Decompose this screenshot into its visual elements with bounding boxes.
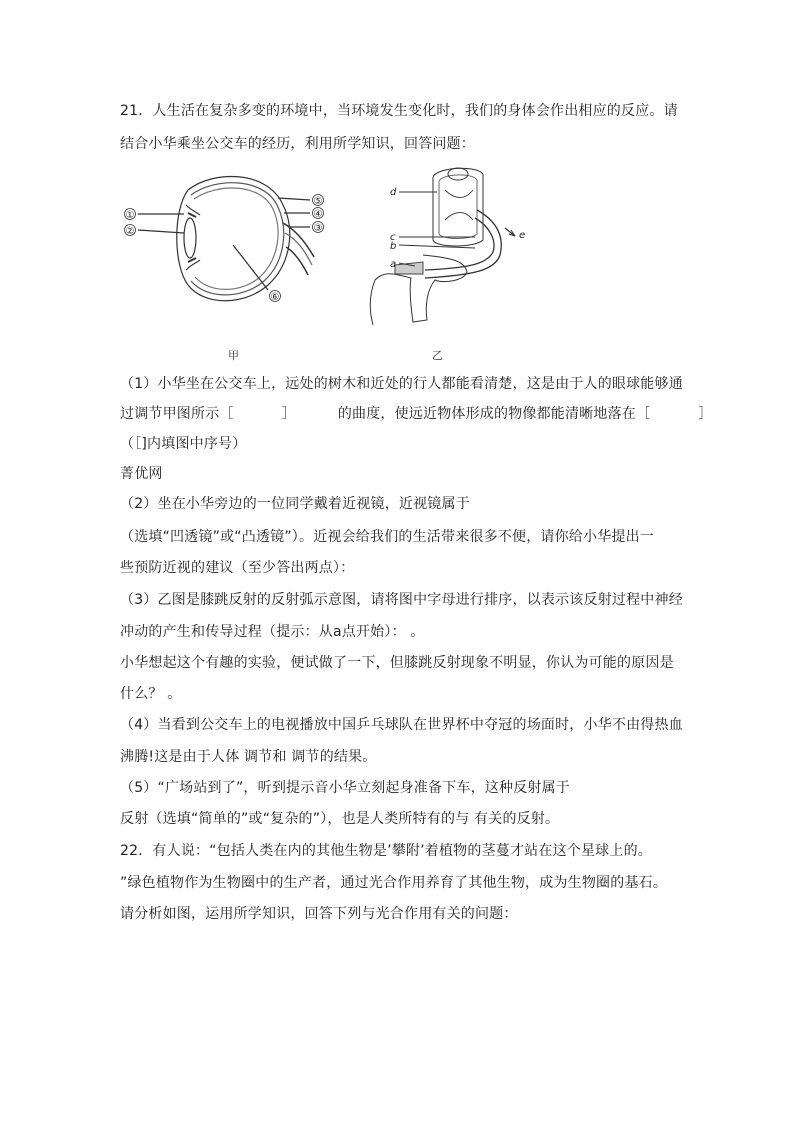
eye-diagram-svg [118,165,343,320]
q22-line2: ”绿色植物作为生物圈中的生产者，通过光合作用养育了其他生物，成为生物圈的基石。 [120,875,668,891]
q21-p2-line3: 些预防近视的建议（至少答出两点）： [120,560,355,576]
q21-p3-line3: 小华想起这个有趣的实验，便试做了一下，但膝跳反射现象不明显，你认为可能的原因是 [120,655,674,671]
eye-label-3: ③ [313,223,323,234]
q21-p1-text-c: 的曲度，使远近物体形成的物像都能清晰地落在［ [337,406,651,422]
q22-line1: 22．有人说：“包括人类在内的其他生物是’攀附’着植物的茎蔓才站在这个星球上的。 [120,843,652,859]
arc-label-d: d [390,187,397,198]
q21-intro-line2: 结合小华乘坐公交车的经历，利用所学知识，回答问题： [120,136,475,152]
q21-p1-line2 [120,404,712,424]
arc-label-e: e [519,230,526,241]
cornea [177,190,188,285]
q21-p1-text-a: 过调节甲图所示［ [120,406,234,422]
eye-label-5: ⑤ [313,196,323,207]
reflex-arc-diagram [365,160,540,330]
q21-p1-text-d: ］ [698,406,713,422]
q21-p3-line1: （3）乙图是膝跳反射的反射弧示意图，请将图中字母进行排序，以表示该反射过程中神经 [120,592,683,608]
arc-label-c: c [390,232,396,243]
q21-p4-line1: （4）当看到公交车上的电视播放中国乒乓球队在世界杯中夺冠的场面时，小华不由得热血 [120,717,683,733]
arc-label-b: b [390,241,397,252]
caption-yi: 乙 [432,349,443,362]
q21-p1-text-b: ］ [281,406,296,422]
caption-jia: 甲 [228,349,239,362]
q21-p3-line4: 什么？ 。 [120,686,182,702]
lens [184,218,196,258]
eye-label-1: ① [125,210,135,221]
q21-p4-line2: 沸腾!这是由于人体 调节和 调节的结果。 [120,749,377,765]
q21-p2-line1: （2）坐在小华旁边的一位同学戴着近视镜，近视镜属于 [120,496,470,512]
watermark: 菁优网 [120,466,163,482]
q21-p1-line1: （1）小华坐在公交车上，远处的树木和近处的行人都能看清楚，这是由于人的眼球能够通 [120,376,683,392]
arc-label-a: a [390,259,397,270]
q21-p5-line2: 反射（选填“简单的”或“复杂的”），也是人类所特有的与 有关的反射。 [120,811,560,827]
eye-label-4: ④ [313,209,323,220]
eye-diagram [118,165,343,320]
q21-p1-line3: （［]内填图中序号） [120,436,247,452]
q21-p3-line2: 冲动的产生和传导过程（提示：从a点开始）： 。 [120,624,425,640]
eye-label-6: ⑥ [270,292,280,303]
q21-p2-line2: （选填“凹透镜”或“凸透镜”）。近视会给我们的生活带来很多不便，请你给小华提出一 [120,529,655,545]
eye-label-2: ② [125,226,135,237]
nerve-fiber [425,210,501,278]
sclera-outline [188,176,290,300]
reflex-arc-svg [365,160,540,330]
q21-p5-line1: （5）“广场站到了”，听到提示音小华立刻起身准备下车，这种反射属于 [120,780,571,796]
q22-line3: 请分析如图，运用所学知识，回答下列与光合作用有关的问题： [120,906,518,922]
q21-intro-line1: 21．人生活在复杂多变的环境中，当环境发生变化时，我们的身体会作出相应的反应。请 [120,103,678,119]
